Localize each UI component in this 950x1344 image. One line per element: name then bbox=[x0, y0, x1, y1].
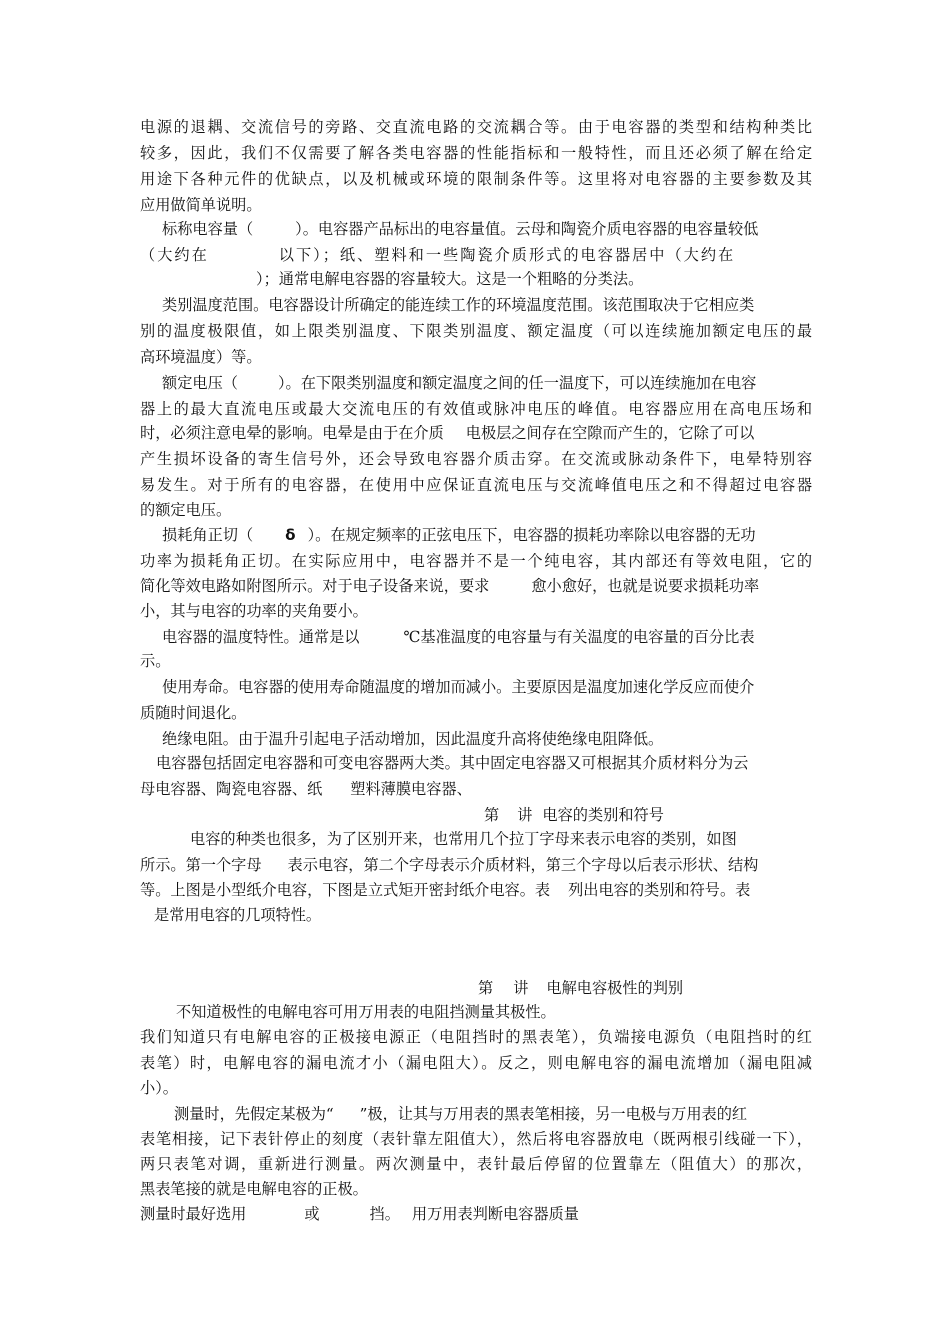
paragraph-rated-voltage bbox=[162, 370, 812, 396]
text-line: 质随时间退化。 bbox=[140, 704, 247, 722]
text-line: 表笔）时，电解电容的漏电流才小（漏电阻大）。反之，则电解电容的漏电流增加（漏电阻减 bbox=[140, 1054, 812, 1072]
text-span: 挡。 bbox=[369, 1205, 400, 1223]
text-line: 不知道极性的电解电容可用万用表的电阻挡测量其极性。 bbox=[176, 1003, 556, 1021]
section-heading bbox=[478, 975, 812, 1001]
text-span: 简化等效电路如附图所示。对于电子设备来说，要求 bbox=[140, 577, 490, 595]
text-line: 电容的种类也很多，为了区别开来，也常用几个拉丁字母来表示电容的类别，如图 bbox=[190, 830, 737, 848]
text-line: 我们知道只有电解电容的正极接电源正（电阻挡时的黑表笔），负端接电源负（电阻挡时的红 bbox=[140, 1028, 812, 1046]
text-span: 测量时，先假定某极为“ bbox=[174, 1105, 334, 1123]
paragraph-nominal-capacitance bbox=[162, 216, 812, 242]
paragraph-loss-tangent bbox=[162, 522, 812, 548]
text-line: 表笔相接，记下表针停止的刻度（表针靠左阻值大），然后将电容器放电（既两根引线碰一下）， bbox=[140, 1130, 812, 1148]
text-span: 额定电压（ bbox=[162, 374, 238, 392]
heading-part: 讲 bbox=[517, 806, 533, 824]
text-line: 两只表笔对调，重新进行测量。两次测量中，表针最后停留的位置靠左（阻值大）的那次， bbox=[140, 1155, 812, 1173]
text-line bbox=[140, 1201, 812, 1227]
text-line: ）；通常电解电容器的容量较大。这是一个粗略的分类法。 bbox=[256, 270, 644, 288]
text-line: 别的温度极限值，如上限类别温度、下限类别温度、额定温度（可以连续施加额定电压的最 bbox=[140, 322, 812, 340]
text-span: 用万用表判断电容器质量 bbox=[411, 1205, 579, 1223]
text-line: 黑表笔接的就是电解电容的正极。 bbox=[140, 1180, 368, 1198]
text-line: 绝缘电阻。由于温升引起电子活动增加，因此温度升高将使绝缘电阻降低。 bbox=[162, 730, 664, 748]
text-line: 功率为损耗角正切。在实际应用中，电容器并不是一个纯电容，其内部还有等效电阻，它的 bbox=[140, 552, 812, 570]
text-span: 愈小愈好，也就是说要求损耗功率 bbox=[531, 577, 760, 595]
text-line: 产生损坏设备的寄生信号外，还会导致电容器介质击穿。在交流或脉动条件下，电晕特别容 bbox=[140, 450, 812, 468]
text-span: 电极层之间存在空隙而产生的，它除了可以 bbox=[465, 424, 755, 442]
text-span: 标称电容量（ bbox=[162, 220, 254, 238]
heading-part: 第 bbox=[478, 979, 494, 997]
text-line bbox=[140, 420, 812, 446]
text-span: ）。电容器产品标出的电容量值。云母和陶瓷介质电容器的电容量较低 bbox=[295, 220, 759, 238]
text-span: 以下）；纸、塑料和一些陶瓷介质形式的电容器居中（大约在 bbox=[278, 246, 736, 264]
text-span: 损耗角正切（ bbox=[162, 526, 254, 544]
heading-part: 第 bbox=[484, 806, 500, 824]
heading-title: 电解电容极性的判别 bbox=[546, 979, 684, 997]
text-line: 易发生。对于所有的电容器，在使用中应保证直流电压与交流峰值电压之和不得超过电容器 bbox=[140, 476, 812, 494]
text-line: 电容器包括固定电容器和可变电容器两大类。其中固定电容器又可根据其介质材料分为云 bbox=[156, 754, 749, 772]
text-line: 应用做简单说明。 bbox=[140, 196, 262, 214]
text-span: ）。在下限类别温度和额定温度之间的任一温度下，可以连续施加在电容 bbox=[277, 374, 757, 392]
text-span: 测量时最好选用 bbox=[140, 1205, 247, 1223]
text-span: 塑料薄膜电容器、 bbox=[350, 780, 472, 798]
text-span: ”极，让其与万用表的黑表笔相接，另一电极与万用表的红 bbox=[359, 1105, 748, 1123]
text-span: 或 bbox=[304, 1205, 320, 1223]
text-span: 所示。第一个字母 bbox=[140, 856, 262, 874]
text-span: 等。上图是小型纸介电容，下图是立式矩开密封纸介电容。表 bbox=[140, 881, 551, 899]
heading-title: 电容的类别和符号 bbox=[542, 806, 664, 824]
text-span: ℃基准温度的电容量与有关温度的电容量的百分比表 bbox=[403, 628, 755, 646]
text-line: 的额定电压。 bbox=[140, 501, 232, 519]
text-line bbox=[140, 877, 812, 903]
delta-symbol: δ bbox=[285, 526, 296, 544]
text-span: 表示电容，第二个字母表示介质材料，第三个字母以后表示形状、结构 bbox=[287, 856, 759, 874]
text-line bbox=[140, 852, 812, 878]
text-span: 时，必须注意电晕的影响。电晕是由于在介质 bbox=[140, 424, 444, 442]
text-line: 使用寿命。电容器的使用寿命随温度的增加而减小。主要原因是温度加速化学反应而使介 bbox=[162, 678, 755, 696]
text-line: 是常用电容的几项特性。 bbox=[154, 906, 322, 924]
text-span: （大约在 bbox=[140, 246, 209, 264]
text-line: 类别温度范围。电容器设计所确定的能连续工作的环境温度范围。该范围取决于它相应类 bbox=[162, 296, 755, 314]
text-line: 高环境温度）等。 bbox=[140, 348, 262, 366]
text-span: 电容器的温度特性。通常是以 bbox=[162, 628, 360, 646]
text-span: 母电容器、陶瓷电容器、纸 bbox=[140, 780, 323, 798]
text-line bbox=[140, 573, 812, 599]
text-line bbox=[140, 776, 812, 802]
text-line: 器上的最大直流电压或最大交流电压的有效值或脉冲电压的峰值。电容器应用在高电压场和 bbox=[140, 400, 812, 418]
text-span: ）。在规定频率的正弦电压下，电容器的损耗功率除以电容器的无功 bbox=[307, 526, 756, 544]
paragraph-temperature bbox=[162, 624, 812, 650]
text-line: 电源的退耦、交流信号的旁路、交直流电路的交流耦合等。由于电容器的类型和结构种类比 bbox=[140, 118, 812, 136]
text-line: 小）。 bbox=[140, 1079, 178, 1097]
paragraph-measurement bbox=[174, 1101, 812, 1127]
text-line: 小，其与电容的功率的夹角要小。 bbox=[140, 602, 368, 620]
section-heading bbox=[484, 802, 812, 828]
text-line: 示。 bbox=[140, 652, 171, 670]
text-line: 用途下各种元件的优缺点，以及机械或环境的限制条件等。这里将对电容器的主要参数及其 bbox=[140, 170, 812, 188]
heading-part: 讲 bbox=[513, 979, 529, 997]
text-line: 较多，因此，我们不仅需要了解各类电容器的性能指标和一般特性，而且还必须了解在给定 bbox=[140, 144, 812, 162]
text-line bbox=[140, 242, 812, 268]
text-span: 列出电容的类别和符号。表 bbox=[568, 881, 751, 899]
